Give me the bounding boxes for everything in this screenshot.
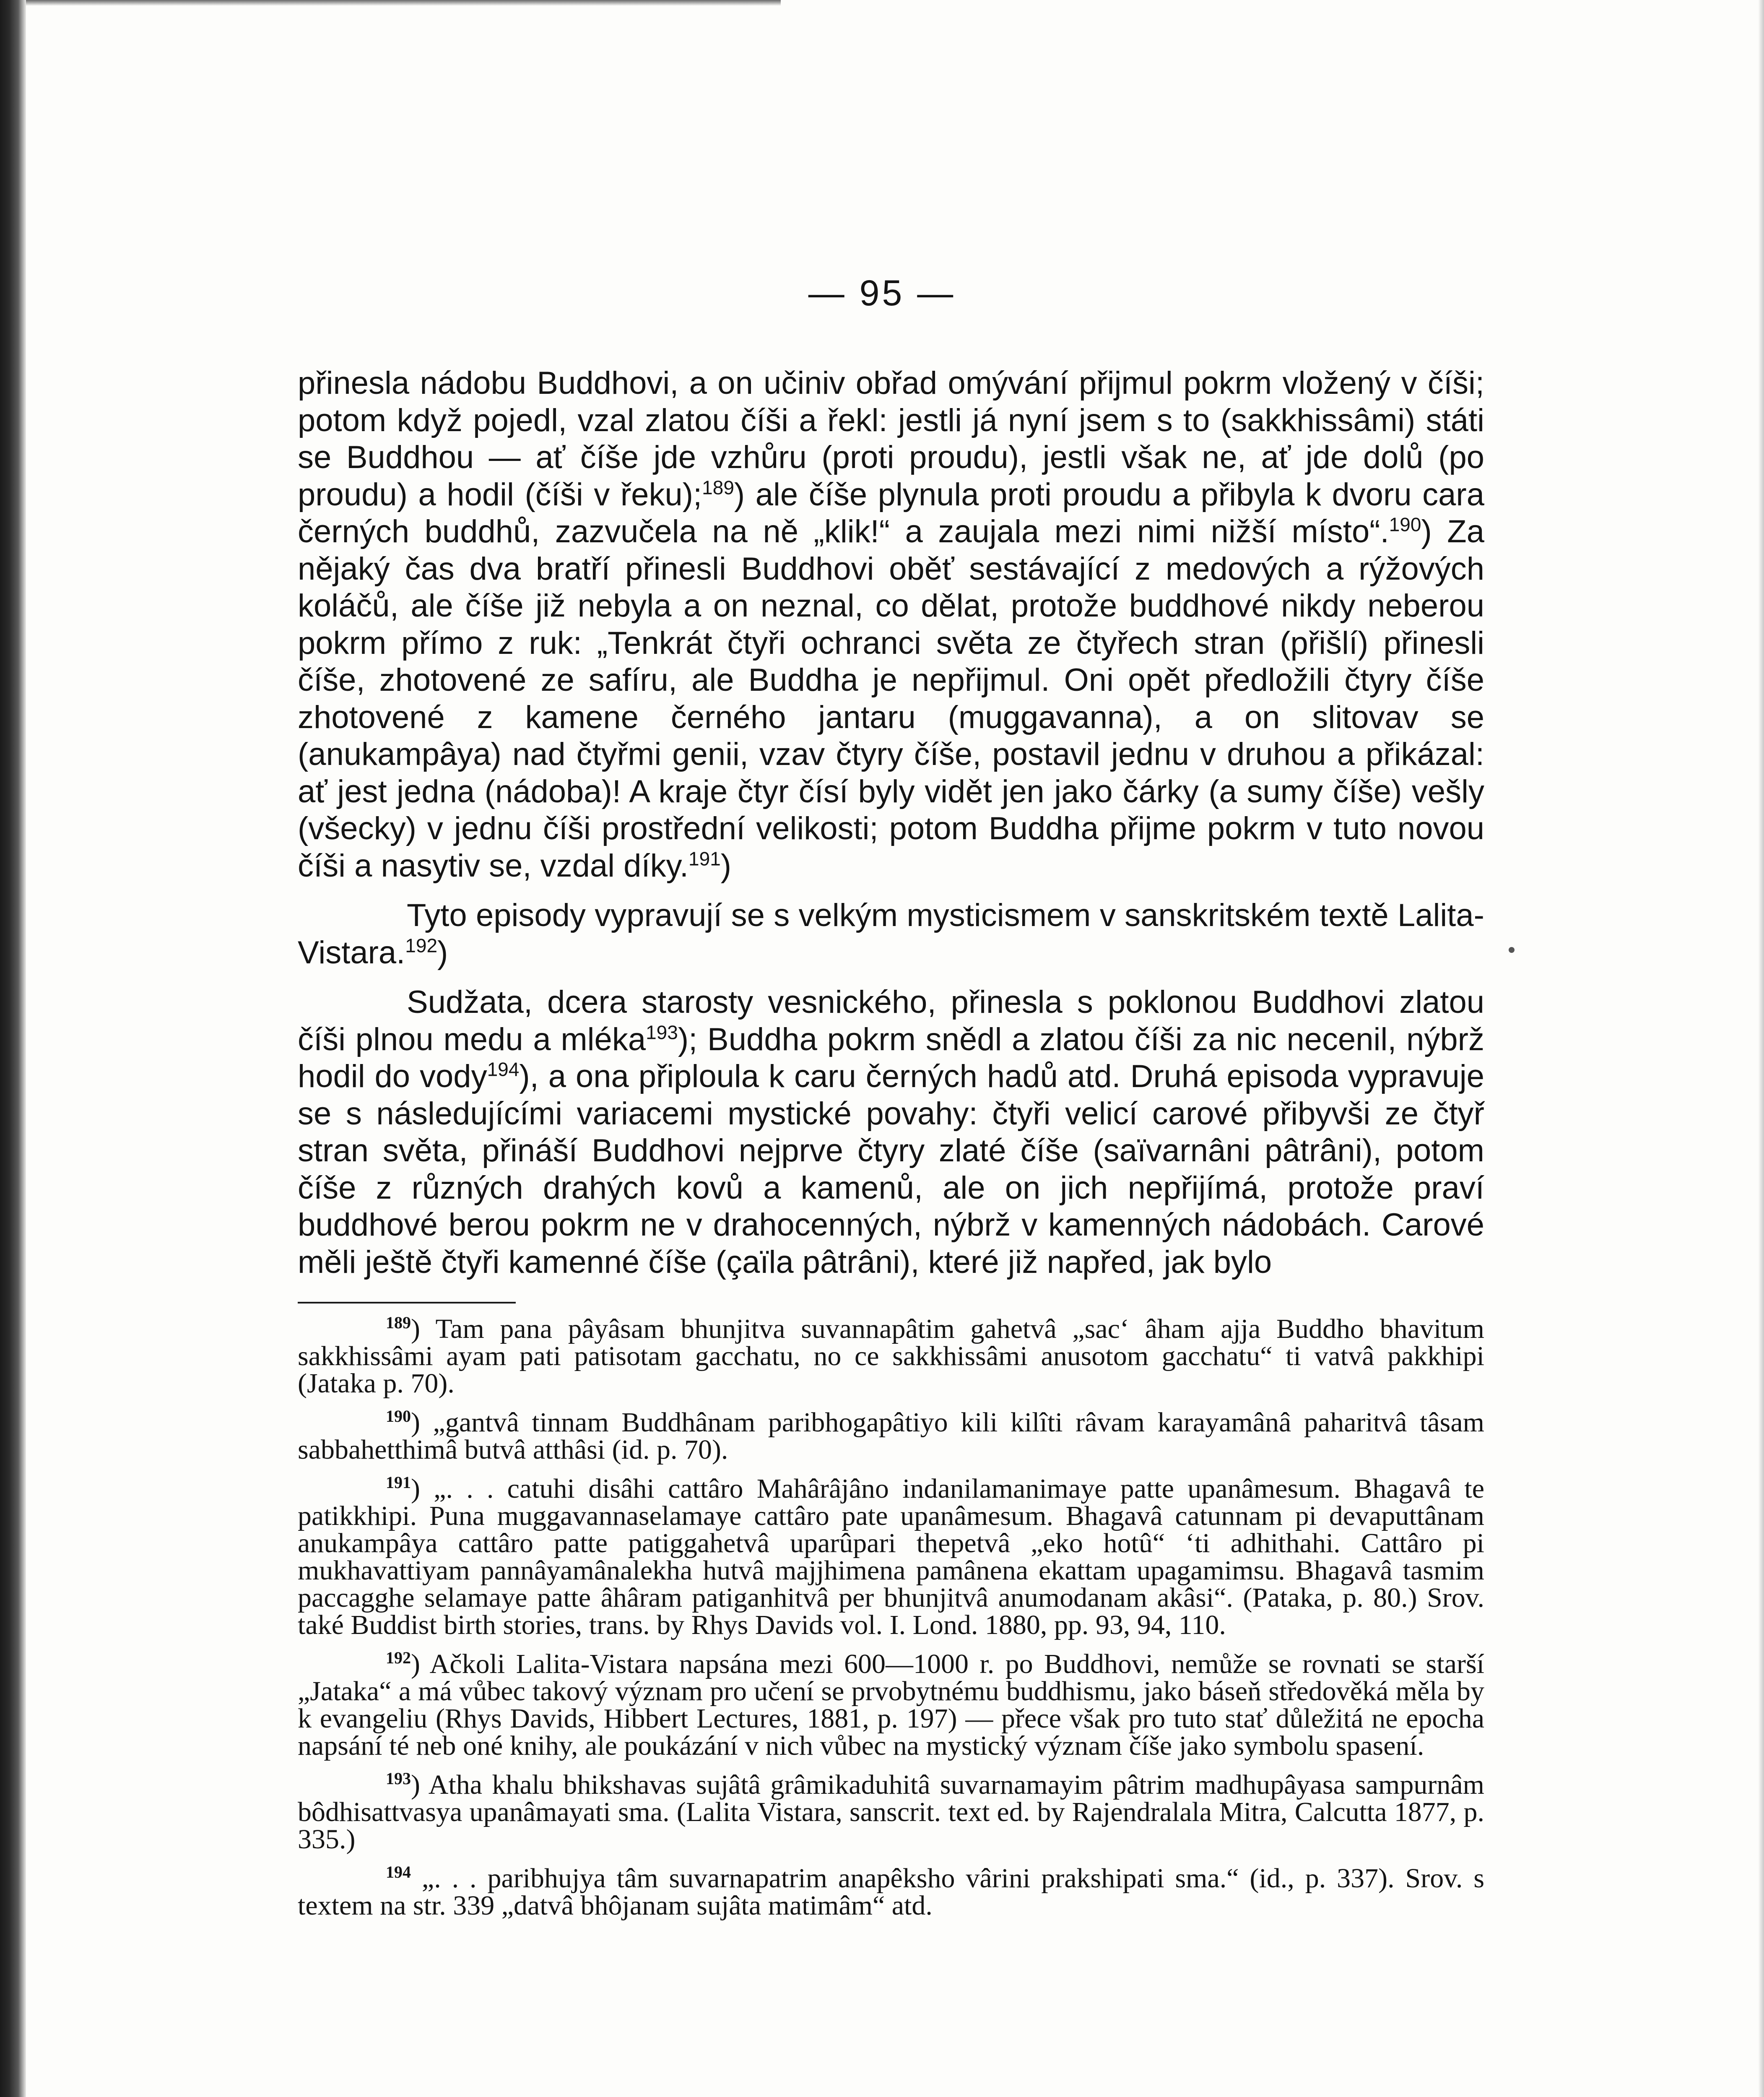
scan-shadow-right	[1758, 0, 1764, 2097]
footnote-marker: 189	[386, 1313, 411, 1332]
footnotes	[298, 1315, 1484, 1919]
paragraph-3	[298, 984, 1484, 1281]
text-run: ) Za nějaký čas dva bratří přinesli Buddhovi oběť sestávající z medových a rýžových koláčů, ale číše již nebyla a on neznal, co dělat, protože buddhové nikdy neberou pokrm přímo z ruk: „Tenkrát čtyři ochranci světa ze čtyřech stran (přišlí) přinesli číše, zhotovené ze safíru, ale Buddha je nepřijmul. Oni opět předložili čtyry číše zhotovené z kamene černého jantaru (muggavanna), a on slitovav se (anukampâya) nad čtyřmi genii, vzav čtyry číše, postavil jednu v druhou a přikázal: ať jest jedna (nádoba)! A kraje čtyr čísí byly vidět jen jako čárky (a sumy číše) vešly (všecky) v jednu číši prostřední velikosti; potom Buddha přijme pokrm v tuto novou číši a nasytiv se, vzdal díky.	[298, 514, 1484, 884]
paragraph-1	[298, 365, 1484, 885]
footnote-reference: 190	[1389, 513, 1421, 536]
footnote-text: ) Ačkoli Lalita-Vistara napsána mezi 600—1000 r. po Buddhovi, nemůže se rovnati se starší „Jataka“ a má vůbec takový význam pro učení se prvobytnému buddhismu, jako báseň středověká měla by k evangeliu (Rhys Davids, Hibbert Lectures, 1881, p. 197) — přece však pro tuto stať důležitá ne epocha napsání té neb oné knihy, ale poukázání v nich vůbec na mystický význam číše jako symbolu spasení.	[298, 1649, 1484, 1761]
footnote-192	[298, 1650, 1484, 1759]
footnote-reference: 193	[646, 1021, 678, 1043]
footnote-194	[298, 1865, 1484, 1919]
footnote-reference: 189	[702, 476, 734, 499]
footnote-189	[298, 1315, 1484, 1397]
footnote-193	[298, 1771, 1484, 1853]
footnote-text: ) „gantvâ tinnam Buddhânam paribhogapâtiyo kili kilîti râvam karayamânâ paharitvâ tâsam sabbahetthimâ butvâ atthâsi (id. p. 70).	[298, 1407, 1484, 1465]
text-run: )	[437, 934, 448, 970]
text-run: ) ale číše plynula proti proudu a přibyla k dvoru cara černých buddhů, zazvučela na ně „klik!“ a zaujala mezi nimi nižší místo“.	[298, 476, 1484, 549]
footnote-marker: 193	[386, 1769, 411, 1788]
footnote-text: „. . . paribhujya tâm suvarnapatrim anapêksho vârini prakshipati sma.“ (id., p. 337). Srov. s textem na str. 339 „datvâ bhôjanam sujâta matimâm“ atd.	[298, 1863, 1484, 1921]
footnote-marker: 191	[386, 1473, 411, 1492]
text-run: přinesla nádobu Buddhovi, a on učiniv obřad omývání přijmul pokrm vložený v číši; potom když pojedl, vzal zlatou číši a řekl: jestli já nyní jsem s to (sakkhissâmi) státi se Buddhou — ať číše jde vzhůru (proti proudu), jestli však ne, ať jde dolů (po proudu) a hodil (číši v řeku);	[298, 365, 1484, 513]
footnote-marker: 194	[386, 1863, 411, 1881]
footnote-marker: 190	[386, 1407, 411, 1426]
text-run: Tyto episody vypravují se s velkým mysticismem v sanskritském textě Lalita-Vistara.	[298, 898, 1484, 970]
page-content	[298, 365, 1484, 1931]
text-run: )	[720, 848, 732, 884]
text-run: ); Buddha pokrm snědl a zlatou číši za nic necenil, nýbrž hodil do vody	[298, 1021, 1484, 1094]
footnote-reference: 191	[688, 848, 721, 870]
scan-shadow-left	[0, 0, 26, 2097]
footnote-191	[298, 1475, 1484, 1639]
footnote-reference: 192	[405, 934, 438, 957]
paragraph-2	[298, 897, 1484, 971]
margin-speck	[1509, 947, 1515, 953]
text-run: ), a ona připloula k caru černých hadů atd. Druhá episoda vypravuje se s následujícími variacemi mystické povahy: čtyři velicí carové přibyvši ze čtyř stran světa, přináší Buddhovi nejprve čtyry zlaté číše (saïvarnâni pâtrâni), potom číše z různých drahých kovů a kamenů, ale on jich nepřijímá, protože praví buddhové berou pokrm ne v drahocenných, nýbrž v kamenných nádobách. Carové měli ještě čtyři kamenné číše (çaïla pâtrâni), které již napřed, jak bylo	[298, 1059, 1484, 1280]
text-run: Sudžata, dcera starosty vesnického, přinesla s poklonou Buddhovi zlatou číši plnou medu a mléka	[298, 984, 1484, 1057]
footnote-text: ) „. . . catuhi disâhi cattâro Mahârâjâno indanilamanimaye patte upanâmesum. Bhagavâ te patikkhipi. Puna muggavannaselamaye cattâro pate upanâmesum. Bhagavâ catunnam pi devaputtânam anukampâya cattâro patte patiggahetvâ uparûpari thepetvâ „eko hotû“ ‘ti adhithahi. Cattâro pi mukhavattiyam pannâyamânalekha hutvâ majjhimena pamânena ekattam upagamimsu. Bhagavâ tasmim paccagghe selamaye patte âhâram patiganhitvâ per bhunjitvâ anumodanam akâsi“. (Pataka, p. 80.) Srov. také Buddist birth stories, trans. by Rhys Davids vol. I. Lond. 1880, pp. 93, 94, 110.	[298, 1473, 1484, 1640]
footnote-text: ) Atha khalu bhikshavas sujâtâ grâmikaduhitâ suvarnamayim pâtrim madhupâyasa sampurnâm bôdhisattvasya upanâmayati sma. (Lalita Vistara, sanscrit. text ed. by Rajendralala Mitra, Calcutta 1877, p. 335.)	[298, 1769, 1484, 1855]
footnote-reference: 194	[487, 1058, 520, 1080]
scan-shadow-top	[26, 0, 781, 6]
footnote-text: ) Tam pana pâyâsam bhunjitva suvannapâtim gahetvâ „sac‘ âham ajja Buddho bhavitum sakkhissâmi ayam pati patisotam gacchatu, no ce sakkhissâmi anusotom gacchatu“ ti vatvâ pakkhipi (Jataka p. 70).	[298, 1314, 1484, 1399]
page-number: — 95 —	[808, 273, 956, 313]
footnote-marker: 192	[386, 1648, 411, 1667]
footnote-separator	[298, 1302, 516, 1303]
footnote-190	[298, 1409, 1484, 1463]
